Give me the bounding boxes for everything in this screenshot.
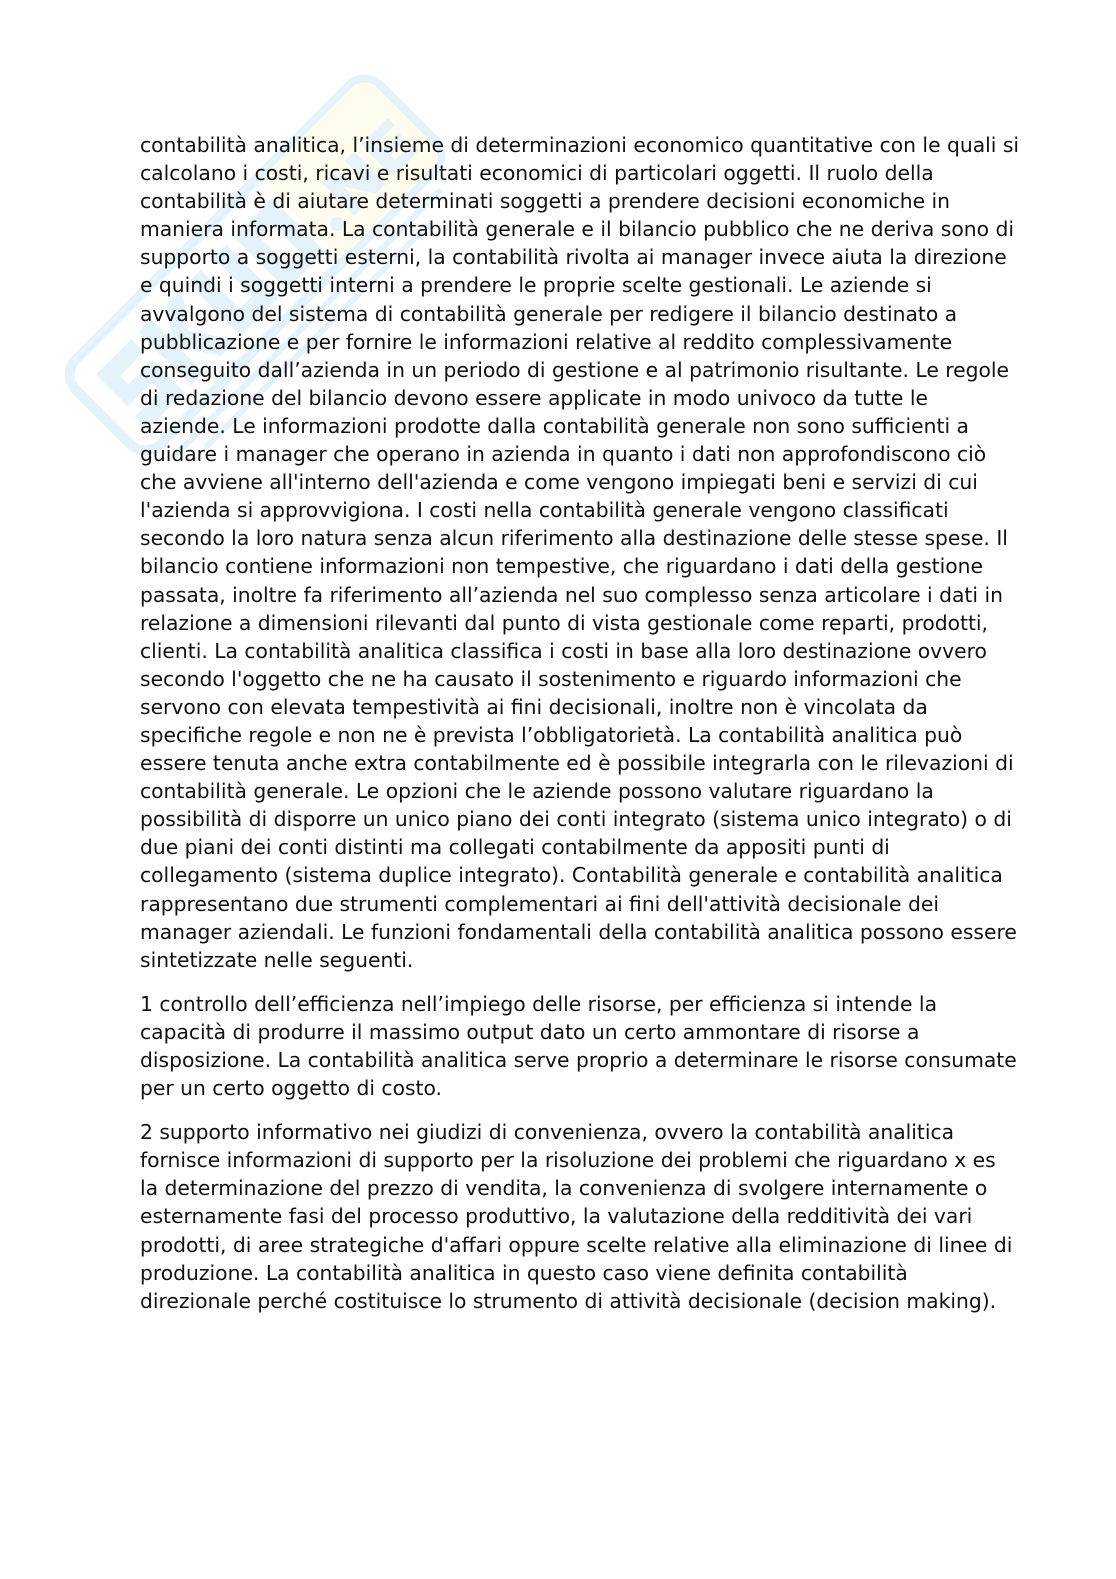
paragraph-point-1: 1 controllo dell’efficienza nell’impiego delle risorse, per efficienza si intende la capacità di produrre il massimo output dato un certo ammontare di risorse a disposizione. La contabilità analitica serve proprio a determinare le risorse consumate per un certo oggetto di costo. — [140, 991, 1017, 1101]
paragraph-intro: contabilità analitica, l’insieme di determinazioni economico quantitative con le quali si calcolano i costi, ricavi e risultati economici di particolari oggetti. Il ruolo della contabilità è di aiutare determinati soggetti a prendere decisioni economiche in maniera informata. La contabilità generale e il bilancio pubblico che ne deriva sono di supporto a soggetti esterni, la contabilità rivolta ai manager invece aiuta la direzione e quindi i soggetti interni a prendere le proprie scelte gestionali. Le aziende si avvalgono del sistema di contabilità generale per redigere il bilancio destinato a pubblicazione e per fornire le informazioni relative al reddito complessivamente conseguito dall’azienda in un periodo di gestione e al patrimonio risultante. Le regole di redazione del bilancio devono essere applicate in modo univoco da tutte le aziende. Le informazioni prodotte dalla contabilità generale non sono sufficienti a guidare i manager che operano in azienda in quanto i dati non approfondiscono ciò che avviene all'interno dell'azienda e come vengono impiegati beni e servizi di cui l'azienda si approvvigiona. I costi nella contabilità generale vengono classificati secondo la loro natura senza alcun riferimento alla destinazione delle stesse spese. Il bilancio contiene informazioni non tempestive, che riguardano i dati della gestione passata, inoltre fa riferimento all’azienda nel suo complesso senza articolare i dati in relazione a dimensioni rilevanti dal punto di vista gestionale come reparti, prodotti, clienti. La contabilità analitica classifica i costi in base alla loro destinazione ovvero secondo l'oggetto che ne ha causato il sostenimento e riguardo informazioni che servono con elevata tempestività ai fini decisionali, inoltre non è vincolata da specifiche regole e non ne è prevista l’obbligatorietà. La contabilità analitica può essere tenuta anche extra contabilmente ed è possibile integrarla con le rilevazioni di contabilità generale. Le opzioni che le aziende possono valutare riguardano la possibilità di disporre un unico piano dei conti integrato (sistema unico integrato) o di due piani dei conti distinti ma collegati contabilmente da appositi punti di collegamento (sistema duplice integrato). Contabilità generale e contabilità analitica rappresentano due strumenti complementari ai fini dell'attività decisionale dei manager aziendali. Le funzioni fondamentali della contabilità analitica possono essere sintetizzate nelle seguenti. — [140, 133, 1020, 972]
paragraph-point-2: 2 supporto informativo nei giudizi di convenienza, ovvero la contabilità analitica fornisce informazioni di supporto per la risoluzione dei problemi che riguardano x es la determinazione del prezzo di vendita, la convenienza di svolgere internamente o esternamente fasi del processo produttivo, la valutazione della redditività dei vari prodotti, di aree strategiche d'affari oppure scelte relative alla eliminazione di linee di produzione. La contabilità analitica in questo caso viene definita contabilità direzionale perché costituisce lo strumento di attività decisionale (decision making). — [140, 1120, 1013, 1313]
document-body — [140, 131, 1020, 1331]
